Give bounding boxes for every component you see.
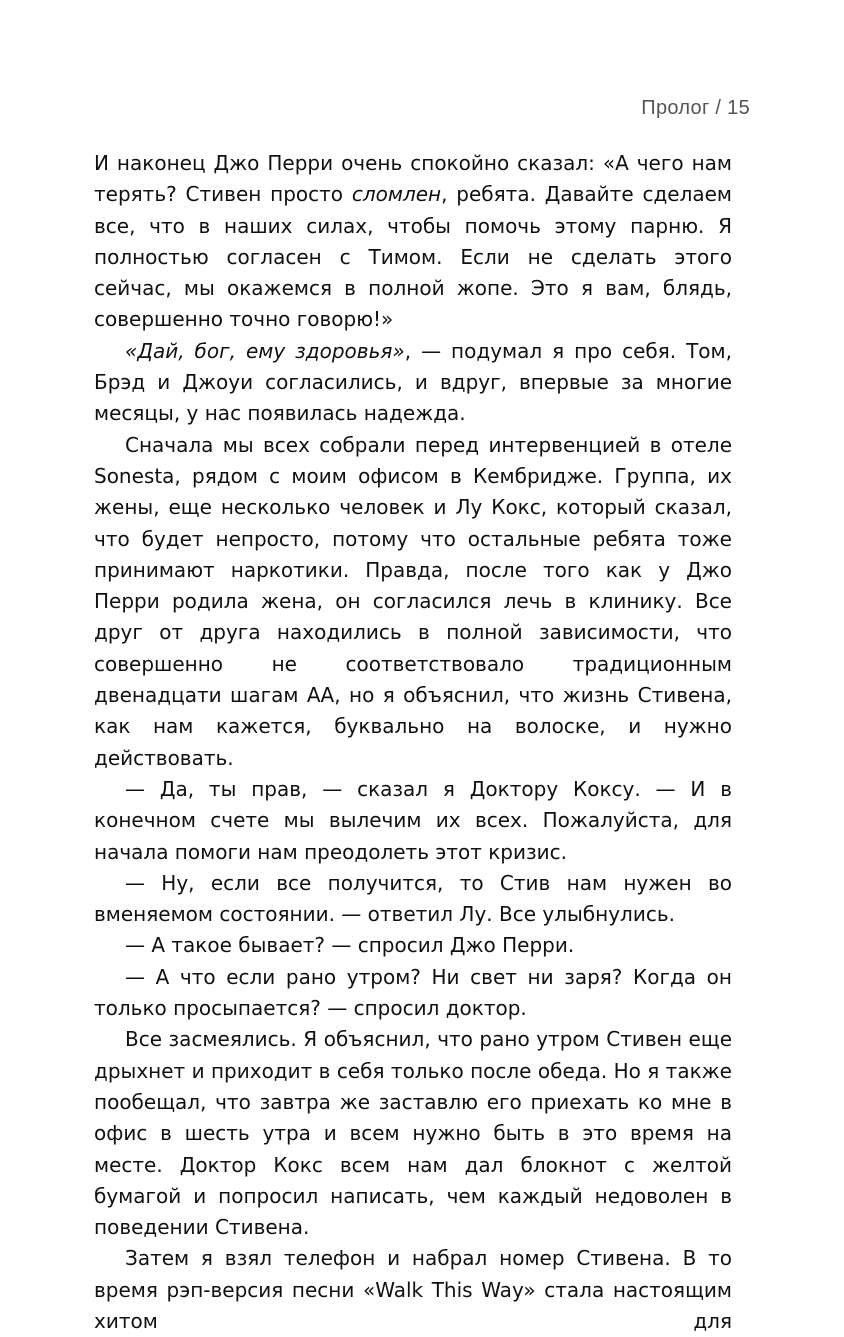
paragraph-6: — А такое бывает? — спросил Джо Перри. bbox=[125, 933, 575, 958]
paragraph-1-emphasis: сломлен bbox=[351, 182, 442, 207]
paragraph-3: Сначала мы всех собрали перед интервенцией в отеле Sonesta, рядом с моим офисом в Кембридже. Группа, их жены, еще несколько человек и Лу Кокс, который сказал, что будет непросто, потому что остальные ребята тоже принимают наркотики. Правда, после того как у Джо Перри родила жена, он согласился лечь в клинику. Все друг от друга находились в полной зависимости, что совершенно не соответствовало традиционным двенадцати шагам АА, но я объяснил, что жизнь Стивена, как нам кажется, буквально на волоске, и нужно действовать. bbox=[94, 432, 732, 770]
running-head: Пролог / 15 bbox=[641, 97, 750, 119]
paragraph-2 bbox=[94, 336, 732, 430]
paragraph-9: Затем я взял телефон и набрал номер Стивена. В то время рэп-версия песни «Walk This Way» стала настоящим хитом для bbox=[94, 1246, 732, 1333]
paragraph-1 bbox=[94, 148, 732, 336]
body-text bbox=[94, 148, 732, 1337]
paragraph-1-text-a: И наконец Джо Перри очень спокойно сказал: «А чего нам терять? Стивен просто bbox=[94, 151, 732, 207]
paragraph-2-emphasis: «Дай, бог, ему здоровья» bbox=[125, 338, 405, 363]
paragraph-8: Все засмеялись. Я объяснил, что рано утром Стивен еще дрыхнет и приходит в себя только после обеда. Но я также пообещал, что завтра же заставлю его приехать ко мне в офис в шесть утра и всем нужно быть в это время на месте. Доктор Кокс всем нам дал блокнот с желтой бумагой и попросил написать, чем каждый недоволен в поведении Стивена. bbox=[94, 1027, 732, 1240]
paragraph-2-text: , — подумал я про себя. Том, Брэд и Джоуи согласились, и вдруг, впервые за многие месяцы, у нас появилась надежда. bbox=[94, 338, 732, 426]
paragraph-4: — Да, ты прав, — сказал я Доктору Коксу. — И в конечном счете мы вылечим их всех. Пожалуйста, для начала помоги нам преодолеть этот кризис. bbox=[94, 776, 732, 864]
paragraph-1-text-b: , ребята. Давайте сделаем все, что в наших силах, чтобы помочь этому парню. Я полностью согласен с Тимом. Если не сделать этого сейчас, мы окажемся в полной жопе. Это я вам, блядь, совершенно точно говорю!» bbox=[94, 182, 733, 332]
paragraph-7: — А что если рано утром? Ни свет ни заря? Когда он только просыпается? — спросил доктор. bbox=[94, 964, 732, 1021]
paragraph-5: — Ну, если все получится, то Стив нам нужен во вменяемом состоянии. — ответил Лу. Все улыбнулись. bbox=[94, 870, 732, 927]
